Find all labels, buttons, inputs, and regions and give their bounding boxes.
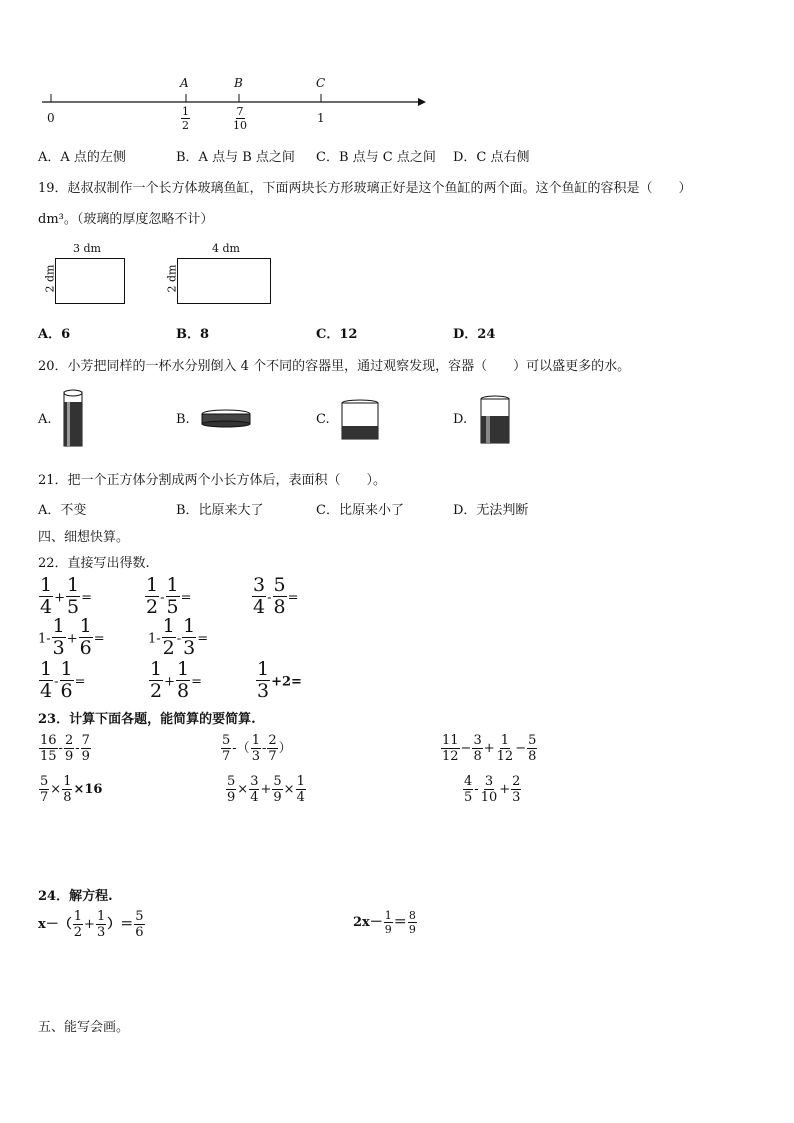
section-four-heading: 四、细想快算。 — [38, 530, 130, 545]
q22-expr-7: $\frac{1}{2}$ + $\frac{1}{8}$ = — [150, 658, 202, 702]
point-a-label: A — [180, 76, 189, 90]
q22-expr-3: $\frac{3}{4}$ - $\frac{5}{8}$ = — [253, 574, 299, 618]
q22-title: 22．直接写出得数. — [38, 556, 150, 571]
q20-option-a: A. — [38, 412, 52, 427]
tick-half-label: $\frac{1}{2}$ — [182, 105, 189, 132]
q19-text-line1: 19．赵叔叔制作一个长方体玻璃鱼缸，下面两块长方形玻璃正好是这个鱼缸的两个面。这个鱼缸的容积是（ ） — [38, 181, 692, 196]
q18-option-d: D．C 点右侧 — [453, 150, 530, 165]
q23-expr-1: $\frac{16}{15}$ - $\frac{2}{9}$ - $\frac{7}{9}$ — [40, 733, 90, 764]
container-c-image — [338, 398, 382, 442]
point-b-label: B — [234, 76, 243, 90]
q19-option-a: A．6 — [38, 327, 71, 342]
q22-expr-4: 1- $\frac{1}{3}$ + $\frac{1}{6}$ = — [38, 615, 105, 659]
container-b-image — [200, 408, 252, 430]
q22-expr-8: $\frac{1}{3}$ +2= — [257, 658, 302, 702]
q19-text-line2: dm³。（玻璃的厚度忽略不计） — [38, 212, 214, 227]
q23-expr-3: $\frac{11}{12}$ − $\frac{3}{8}$ + $\frac{1}{12}$ − $\frac{5}{8}$ — [442, 733, 537, 764]
rect2-length-label: 4 dm — [212, 242, 240, 255]
q23-expr-6: $\frac{4}{5}$ - $\frac{3}{10}$ + $\frac{2}{3}$ — [464, 774, 521, 805]
q22-expr-1: $\frac{1}{4}$ + $\frac{1}{5}$ = — [40, 574, 92, 618]
q21-option-b: B．比原来大了 — [176, 503, 264, 518]
point-c-label: C — [316, 76, 326, 90]
q24-equation-1: x－（ $\frac{1}{2}$ + $\frac{1}{3}$ ）＝ $\frac{5}{6}$ — [38, 909, 144, 940]
q24-title: 24．解方程. — [38, 889, 113, 904]
q22-expr-2: $\frac{1}{2}$ - $\frac{1}{5}$ = — [146, 574, 192, 618]
q23-expr-2: $\frac{5}{7}$ -（ $\frac{1}{3}$ - $\frac{2}{7}$ ） — [222, 733, 292, 764]
q19-option-c: C．12 — [316, 327, 358, 342]
tick-seven-tenths-label: $\frac{7}{10}$ — [233, 105, 247, 132]
rect1-width-label: 2 dm — [43, 264, 57, 293]
glass-panel-2 — [177, 258, 271, 304]
q18-option-a: A．A 点的左侧 — [38, 150, 126, 165]
rect1-length-label: 3 dm — [73, 242, 101, 255]
tick-zero-label: 0 — [47, 111, 55, 125]
q21-text: 21．把一个正方体分割成两个小长方体后，表面积（ ）。 — [38, 473, 387, 488]
tick-one-label: 1 — [317, 111, 325, 125]
q23-title: 23．计算下面各题，能简算的要简算. — [38, 712, 256, 727]
container-d-image — [478, 394, 512, 446]
q19-option-d: D．24 — [453, 327, 496, 342]
q23-expr-5: $\frac{5}{9}$ × $\frac{3}{4}$ + $\frac{5}{9}$ × $\frac{1}{4}$ — [227, 774, 305, 805]
q20-text: 20．小芳把同样的一杯水分别倒入 4 个不同的容器里，通过观察发现，容器（ ）可以盛更多的水。 — [38, 359, 631, 374]
q18-option-c: C．B 点与 C 点之间 — [316, 150, 436, 165]
section-five-heading: 五、能写会画。 — [38, 1020, 130, 1035]
q18-option-b: B．A 点与 B 点之间 — [176, 150, 295, 165]
q21-option-d: D．无法判断 — [453, 503, 529, 518]
q20-option-c: C. — [316, 412, 330, 427]
q21-option-a: A．不变 — [38, 503, 87, 518]
container-a-image — [62, 388, 86, 448]
q20-option-d: D. — [453, 412, 468, 427]
q24-equation-2: 2x－ $\frac{1}{9}$ ＝ $\frac{8}{9}$ — [353, 909, 416, 936]
q22-expr-5: 1- $\frac{1}{2}$ - $\frac{1}{3}$ = — [148, 615, 209, 659]
glass-panel-1 — [55, 258, 125, 304]
q20-option-b: B. — [176, 412, 190, 427]
rect2-width-label: 2 dm — [165, 264, 179, 293]
q19-option-b: B．8 — [176, 327, 210, 342]
q22-expr-6: $\frac{1}{4}$ - $\frac{1}{6}$ = — [40, 658, 86, 702]
q23-expr-4: $\frac{5}{7}$ × $\frac{1}{8}$ ×16 — [40, 774, 103, 805]
q21-option-c: C．比原来小了 — [316, 503, 404, 518]
